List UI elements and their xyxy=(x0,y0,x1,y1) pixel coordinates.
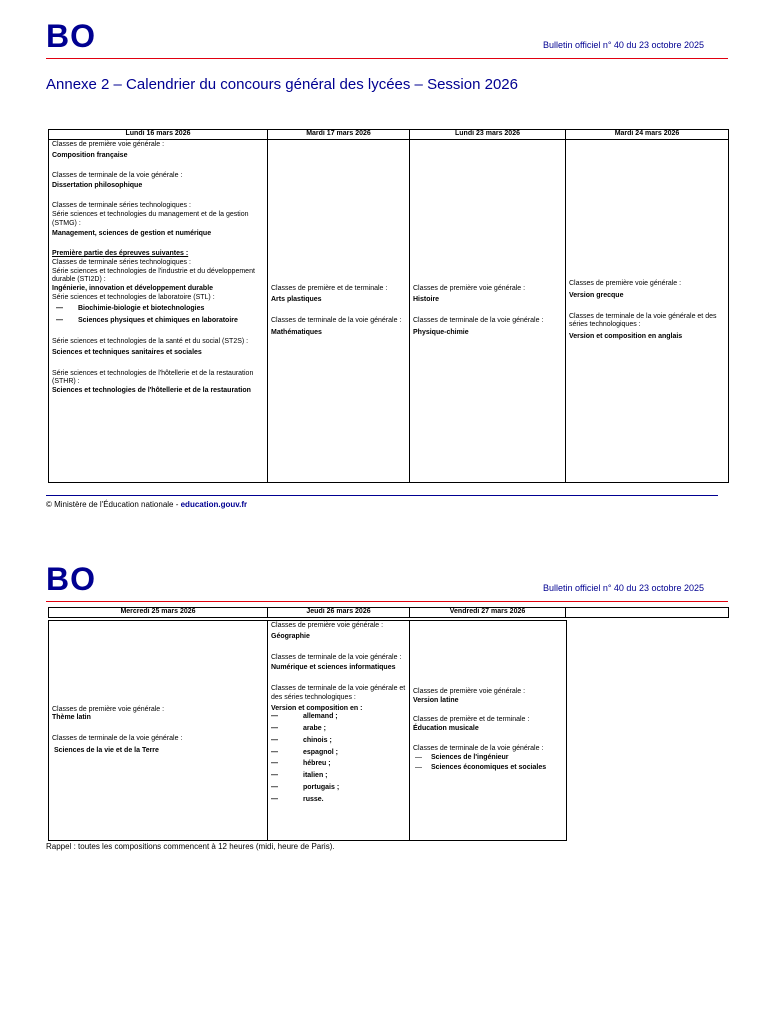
language-allemand: allemand ; xyxy=(303,713,338,721)
list-item xyxy=(413,764,563,773)
cell-text: Classes de terminale de la voie générale et des séries technologiques : xyxy=(569,312,717,329)
subject-management: Management, sciences de gestion et numérique xyxy=(52,230,212,238)
subject-mathematiques: Mathématiques xyxy=(271,328,322,336)
bulletin-reference: Bulletin officiel n° 40 du 23 octobre 2025 xyxy=(542,40,704,50)
subject-arts-plastiques: Arts plastiques xyxy=(271,296,322,304)
language-chinois: chinois ; xyxy=(303,736,332,744)
header-divider xyxy=(46,601,728,602)
subject-nsi: Numérique et sciences informatiques xyxy=(271,664,396,672)
rappel-note: Rappel : toutes les compositions commencent à 12 heures (midi, heure de Paris). xyxy=(46,842,335,851)
header-lundi-16: Lundi 16 mars 2026 xyxy=(49,130,268,140)
dash-bullet: — xyxy=(271,725,278,732)
subject-dissertation: Dissertation philosophique xyxy=(52,182,143,190)
header-mardi-24: Mardi 24 mars 2026 xyxy=(566,130,729,140)
language-item xyxy=(271,784,406,793)
table-row xyxy=(49,621,567,841)
subject-geographie: Géographie xyxy=(271,632,310,640)
cell-text: Classes de première voie générale : xyxy=(413,687,526,695)
subject-physique-chimie: Physique-chimie xyxy=(413,328,469,336)
cell-text: Classes de terminale de la voie générale : xyxy=(271,317,402,324)
cell-text: Classes de terminale de la voie générale : xyxy=(52,735,183,742)
subject-theme-latin: Thème latin xyxy=(52,714,91,722)
footer-link[interactable]: education.gouv.fr xyxy=(180,500,248,509)
cell-text: Classes de première voie générale : xyxy=(413,284,526,292)
footer xyxy=(46,500,247,509)
subject-sciences-physiques: Sciences physiques et chimiques en laboratoire xyxy=(78,317,238,325)
header-divider xyxy=(46,58,728,59)
header-vendredi-27: Vendredi 27 mars 2026 xyxy=(410,608,566,618)
list-item xyxy=(413,754,563,763)
copyright-text: © Ministère de l'Éducation nationale - xyxy=(46,500,181,509)
bo-logo: BO xyxy=(46,18,96,54)
table-row xyxy=(49,140,729,483)
header-jeudi-26: Jeudi 26 mars 2026 xyxy=(268,608,410,618)
table-header-row xyxy=(49,608,729,618)
cell-lundi-23 xyxy=(410,140,566,483)
bulletin-reference: Bulletin officiel n° 40 du 23 octobre 2025 xyxy=(542,583,704,593)
cell-mardi-24 xyxy=(566,140,729,483)
dash-bullet: — xyxy=(271,760,278,768)
cell-text: Série sciences et technologies de la santé et du social (ST2S) : xyxy=(52,338,249,345)
list-item xyxy=(52,305,264,314)
language-item xyxy=(271,760,406,769)
dash-bullet: — xyxy=(271,748,278,756)
dash-bullet: — xyxy=(56,317,63,325)
subject-sciences-ingenieur: Sciences de l'ingénieur xyxy=(431,753,509,761)
cell-mercredi-25 xyxy=(49,621,268,841)
cell-text: Classes de terminale de la voie générale et des séries technologiques : xyxy=(271,685,406,701)
language-espagnol: espagnol ; xyxy=(303,748,339,756)
cell-text: Classes de terminale séries technologiques : xyxy=(52,202,191,209)
subject-version-latine: Version latine xyxy=(413,696,459,704)
calendar-table-2 xyxy=(48,607,729,618)
dash-bullet: — xyxy=(271,772,278,779)
cell-mardi-17 xyxy=(268,140,410,483)
subject-ses: Sciences économiques et sociales xyxy=(431,764,547,772)
cell-text: Série sciences et technologies de laboratoire (STL) : xyxy=(52,293,215,301)
language-item xyxy=(271,725,406,734)
subject-histoire: Histoire xyxy=(413,296,440,304)
header-mardi-17: Mardi 17 mars 2026 xyxy=(268,130,410,140)
language-italien: italien ; xyxy=(303,772,328,779)
subject-sthr: Sciences et technologies de l'hôtellerie et de la restauration xyxy=(52,387,251,394)
subject-composition-francaise: Composition française xyxy=(52,151,128,159)
footer-divider xyxy=(46,495,718,496)
dash-bullet: — xyxy=(271,713,278,721)
subject-version-composition: Version et composition en : xyxy=(271,704,363,712)
cell-vendredi-27 xyxy=(410,621,567,841)
header-lundi-23: Lundi 23 mars 2026 xyxy=(410,130,566,140)
dash-bullet: — xyxy=(56,304,63,312)
table-header-row xyxy=(49,130,729,140)
dash-bullet: — xyxy=(271,736,278,744)
subject-anglais: Version et composition en anglais xyxy=(569,333,683,341)
language-item xyxy=(271,749,406,758)
subject-svt: Sciences de la vie et de la Terre xyxy=(54,746,159,754)
header-mercredi-25: Mercredi 25 mars 2026 xyxy=(49,608,268,618)
header-empty xyxy=(566,608,729,618)
dash-bullet: — xyxy=(415,753,422,761)
cell-text: Classes de première voie générale : xyxy=(52,705,165,713)
cell-text: Classes de terminale de la voie générale : xyxy=(413,744,544,752)
subject-st2s: Sciences et techniques sanitaires et sociales xyxy=(52,348,202,356)
subject-education-musicale: Éducation musicale xyxy=(413,725,479,733)
language-item xyxy=(271,713,406,722)
language-item xyxy=(271,772,406,781)
cell-text: Classes de terminale séries technologiques : xyxy=(52,258,191,266)
language-portugais: portugais ; xyxy=(303,783,340,791)
dash-bullet: — xyxy=(271,783,278,791)
cell-text: Classes de première voie générale : xyxy=(569,280,682,288)
cell-text: Série sciences et technologies du management et de la gestion (STMG) : xyxy=(52,210,249,227)
cell-text: Classes de première voie générale : xyxy=(271,622,384,629)
dash-bullet: — xyxy=(415,764,422,772)
cell-text: Classes de terminale de la voie générale : xyxy=(52,171,183,179)
cell-text: Classes de terminale de la voie générale : xyxy=(413,317,544,324)
language-item xyxy=(271,796,406,805)
page-title: Annexe 2 – Calendrier du concours général des lycées – Session 2026 xyxy=(46,76,518,93)
subject-version-grecque: Version grecque xyxy=(569,291,624,299)
bo-logo: BO xyxy=(46,561,96,597)
cell-text: Classes de première et de terminale : xyxy=(413,716,530,724)
language-arabe: arabe ; xyxy=(303,725,326,732)
language-item xyxy=(271,737,406,746)
subject-ingenierie: Ingénierie, innovation et développement durable xyxy=(52,285,214,292)
subject-biochimie: Biochimie-biologie et biotechnologies xyxy=(78,304,205,312)
language-russe: russe. xyxy=(303,795,324,803)
list-item xyxy=(52,317,264,326)
cell-jeudi-26 xyxy=(268,621,410,841)
cell-text: Classes de première et de terminale : xyxy=(271,284,388,292)
dash-bullet: — xyxy=(271,795,278,803)
cell-lundi-16 xyxy=(49,140,268,483)
cell-text: Série sciences et technologies de l'industrie et du développement durable (STI2D) : xyxy=(52,267,255,284)
calendar-table-1 xyxy=(48,129,729,483)
cell-text: Classes de première voie générale : xyxy=(52,141,165,148)
calendar-table-2-body xyxy=(48,620,567,841)
cell-text: Classes de terminale de la voie générale : xyxy=(271,653,402,661)
cell-text: Série sciences et technologies de l'hôtellerie et de la restauration (STHR) : xyxy=(52,369,254,386)
language-hebreu: hébreu ; xyxy=(303,760,331,768)
section-heading: Première partie des épreuves suivantes : xyxy=(52,250,189,257)
